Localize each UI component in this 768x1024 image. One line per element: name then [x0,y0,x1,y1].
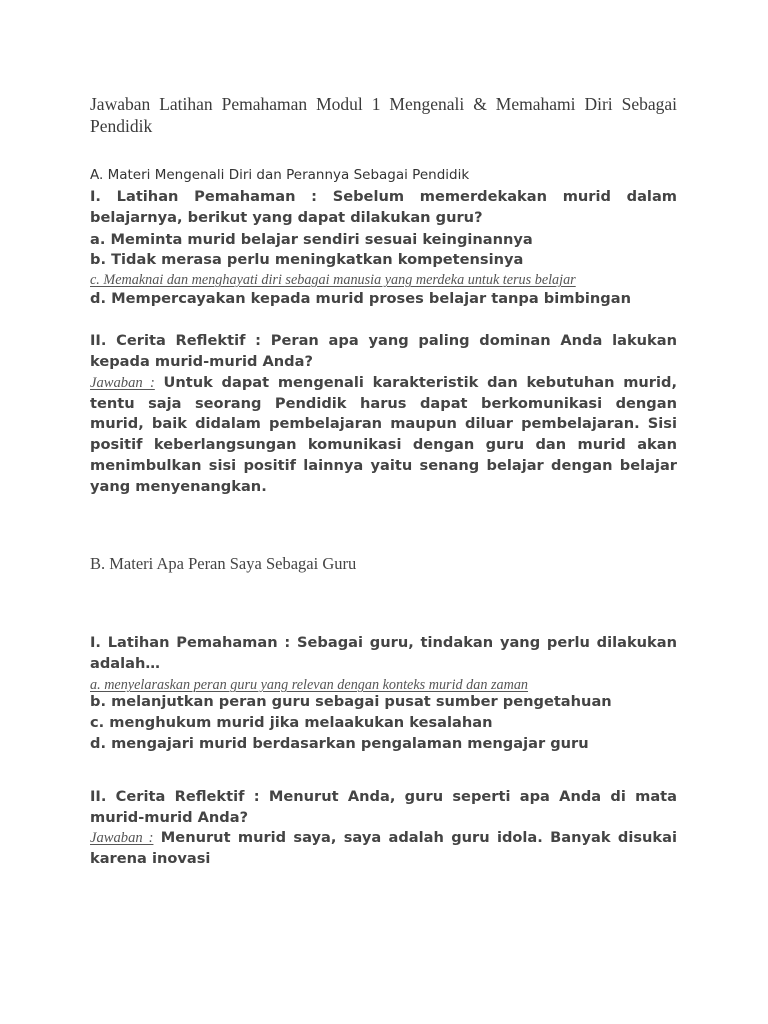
section-a-option-c-correct: c. Memaknai dan menghayati diri sebagai manusia yang merdeka untuk terus belajar [90,272,576,288]
section-a-answer-label: Jawaban : [90,375,155,391]
section-b-latihan-question: I. Latihan Pemahaman : Sebagai guru, tindakan yang perlu dilakukan adalah… [90,634,677,672]
section-b-option-b: b. melanjutkan peran guru sebagai pusat sumber pengetahuan [90,693,612,710]
section-a-option-b: b. Tidak merasa perlu meningkatkan kompetensinya [90,251,524,268]
section-b-answer-text: Menurut murid saya, saya adalah guru idola. Banyak disukai karena inovasi [90,829,677,867]
section-b-answer-label: Jawaban : [90,830,154,846]
section-b-heading: B. Materi Apa Peran Saya Sebagai Guru [90,554,357,573]
section-b-option-a-correct: a. menyelaraskan peran guru yang relevan dengan konteks murid dan zaman [90,677,529,693]
section-b-option-c: c. menghukum murid jika melaakukan kesalahan [90,714,493,731]
section-a-latihan-question: I. Latihan Pemahaman : Sebelum memerdekakan murid dalam belajarnya, berikut yang dapat dilakukan guru? [90,188,677,226]
section-b-reflektif-question: II. Cerita Reflektif : Menurut Anda, guru seperti apa Anda di mata murid-murid Anda? [90,788,677,826]
section-a-option-a: a. Meminta murid belajar sendiri sesuai keinginannya [90,231,533,248]
section-a-answer-text: Untuk dapat mengenali karakteristik dan kebutuhan murid, tentu saja seorang Pendidik harus dapat berkomunikasi dengan murid, baik didalam pembelajaran maupun diluar pembelajaran. Sisi positif keberlangsungan komunikasi dengan guru dan murid akan menimbulkan sisi positif lainnya yaitu senang belajar dengan belajar yang menyenangkan. [90,374,677,495]
section-a-option-d: d. Mempercayakan kepada murid proses belajar tanpa bimbingan [90,290,631,307]
section-b-reflektif-answer-block [90,828,677,869]
section-a-reflektif-question: II. Cerita Reflektif : Peran apa yang paling dominan Anda lakukan kepada murid-murid Anda? [90,332,677,370]
section-a-reflektif-answer-block [90,373,677,497]
document-title: Jawaban Latihan Pemahaman Modul 1 Mengenali & Memahami Diri Sebagai Pendidik [90,94,677,136]
section-a-heading: A. Materi Mengenali Diri dan Perannya Sebagai Pendidik [90,167,470,183]
section-b-option-d: d. mengajari murid berdasarkan pengalaman mengajar guru [90,735,589,752]
